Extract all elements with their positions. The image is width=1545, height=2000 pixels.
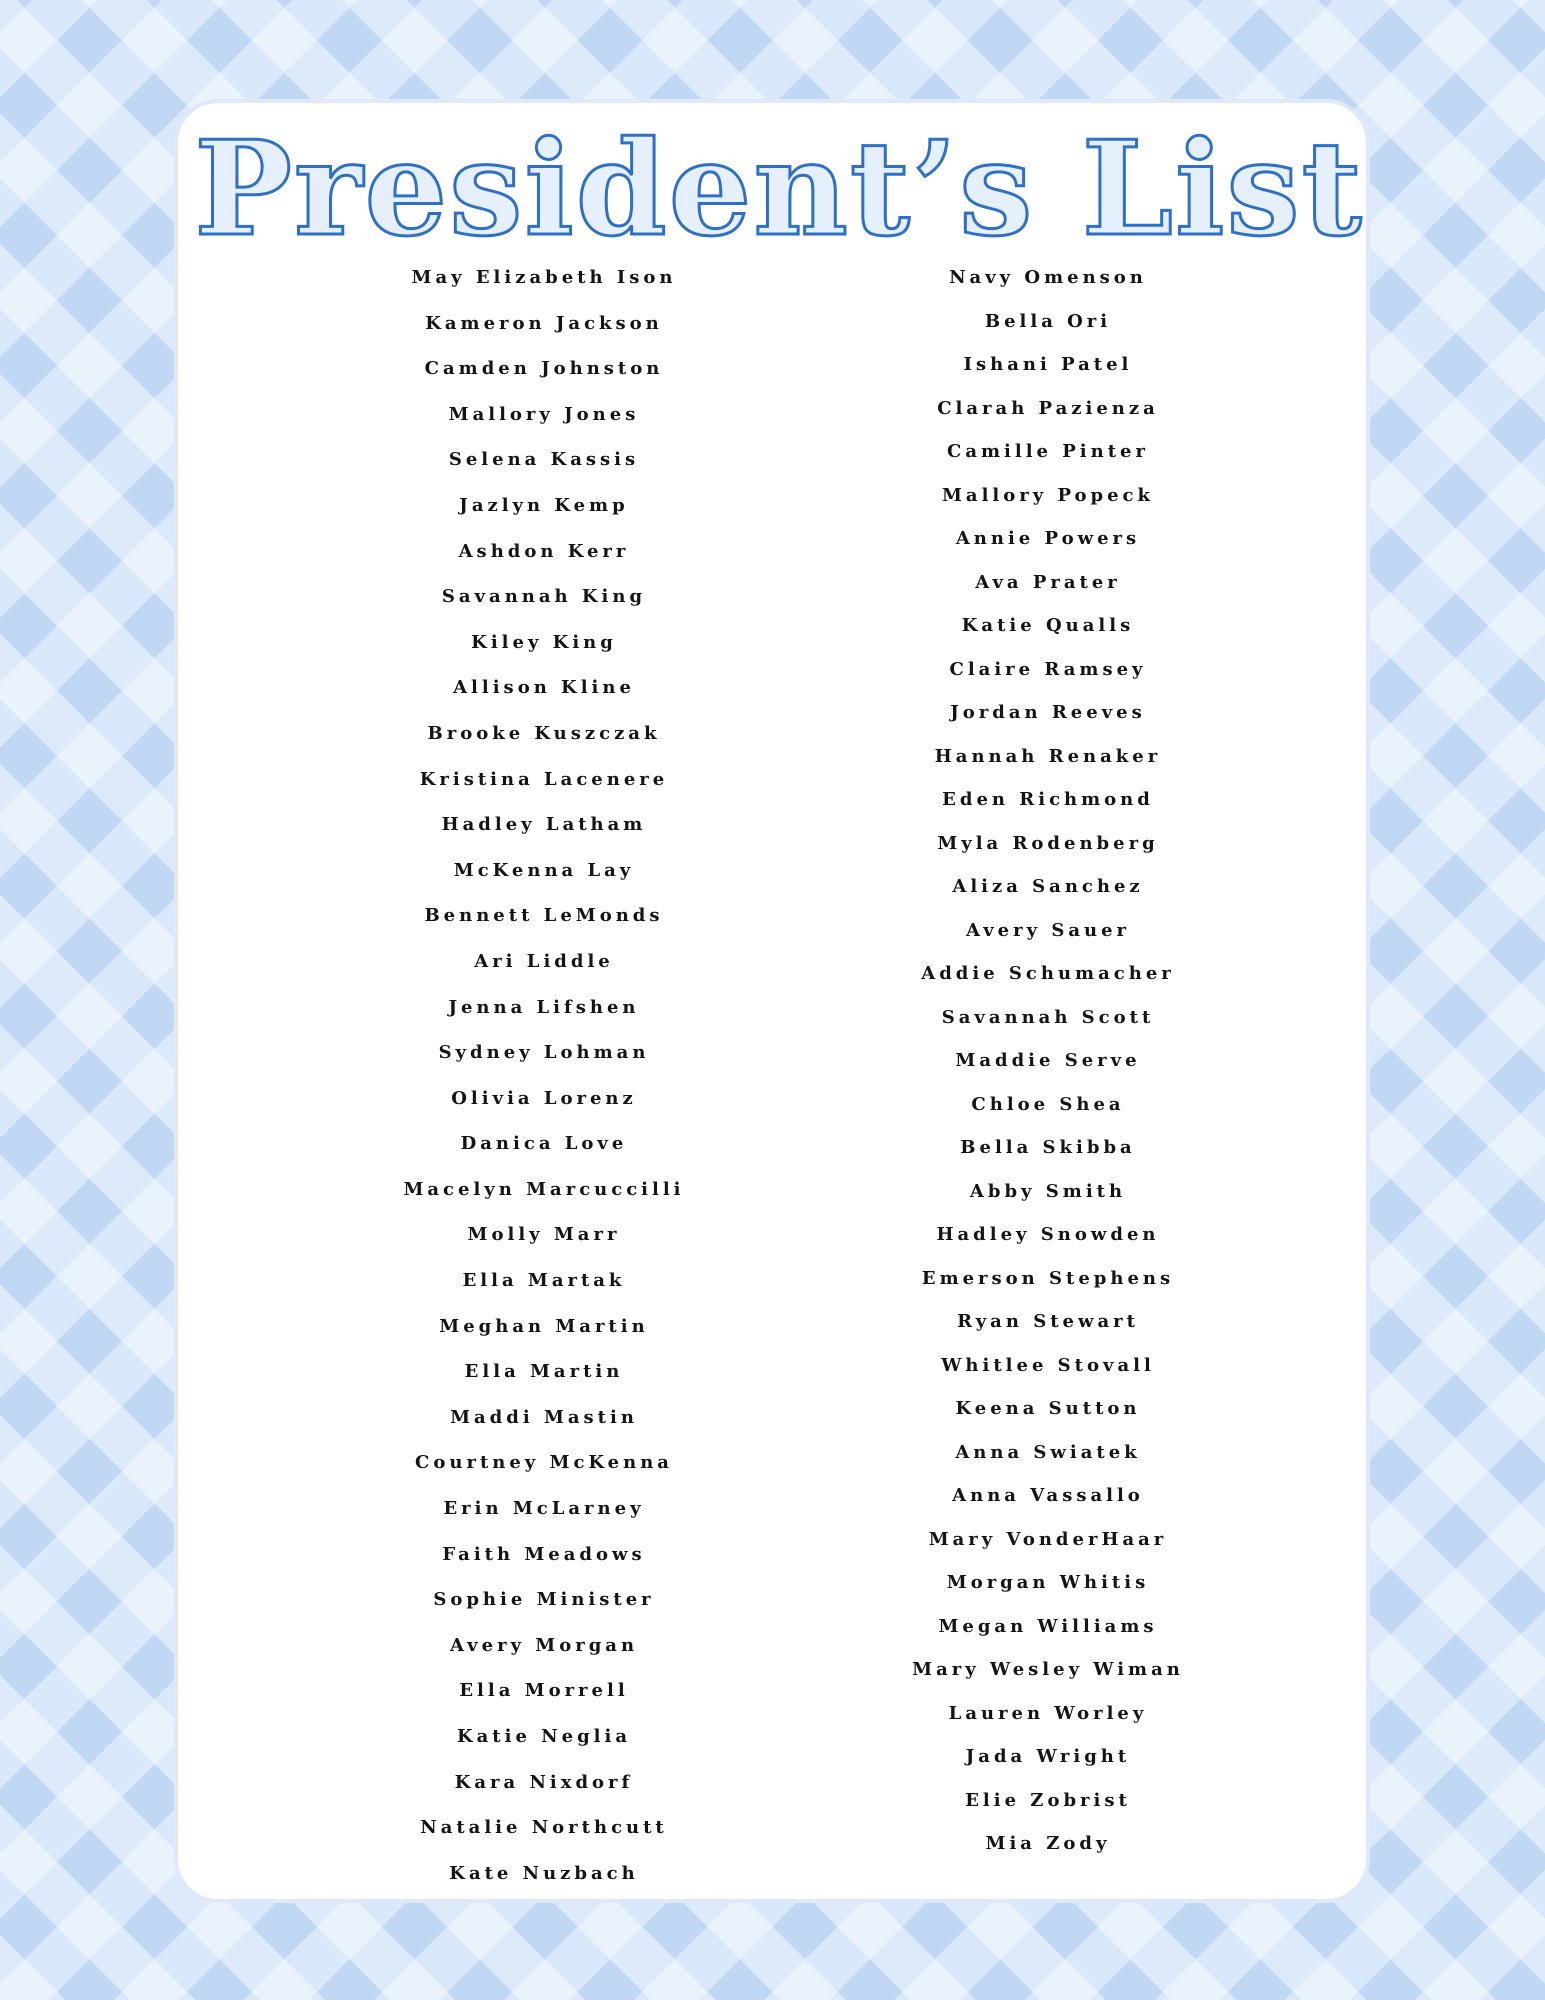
name-item: Mary VonderHaar xyxy=(928,1528,1168,1550)
name-item: Anna Swiatek xyxy=(955,1441,1141,1463)
name-item: Jada Wright xyxy=(965,1746,1131,1767)
name-item: Bella Skibba xyxy=(960,1137,1136,1158)
name-item: Addie Schumacher xyxy=(921,963,1175,984)
name-item: Olivia Lorenz xyxy=(451,1087,637,1109)
name-item: Maddi Mastin xyxy=(450,1406,638,1428)
name-item: Megan Williams xyxy=(938,1615,1158,1637)
name-item: Kara Nixdorf xyxy=(454,1771,634,1793)
name-item: Courtney McKenna xyxy=(415,1452,673,1474)
name-item: Whitlee Stovall xyxy=(941,1354,1155,1376)
name-item: Ryan Stewart xyxy=(957,1311,1139,1332)
page-title: President’s List xyxy=(194,112,1364,265)
name-item: Hadley Snowden xyxy=(936,1224,1160,1245)
name-item: Meghan Martin xyxy=(439,1315,649,1337)
name-item: Bennett LeMonds xyxy=(424,905,664,927)
name-item: Selena Kassis xyxy=(448,449,640,471)
name-item: Maddie Serve xyxy=(955,1050,1141,1071)
name-item: Eden Richmond xyxy=(942,789,1154,810)
name-item: May Elizabeth Ison xyxy=(411,267,677,288)
name-item: Avery Morgan xyxy=(449,1634,639,1656)
name-item: Kristina Lacenere xyxy=(419,768,669,790)
name-item: Morgan Whitis xyxy=(946,1572,1150,1593)
name-item: Camden Johnston xyxy=(424,358,664,380)
name-item: Jazlyn Kemp xyxy=(459,494,629,516)
name-item: Chloe Shea xyxy=(971,1093,1125,1115)
name-item: Danica Love xyxy=(460,1133,628,1155)
name-item: Sophie Minister xyxy=(433,1589,655,1611)
name-item: Brooke Kuszczak xyxy=(427,722,661,744)
name-item: Elie Zobrist xyxy=(965,1789,1131,1811)
name-item: Kiley King xyxy=(471,631,617,653)
name-item: Mary Wesley Wiman xyxy=(912,1659,1184,1680)
name-item: Natalie Northcutt xyxy=(420,1817,668,1839)
name-item: Keena Sutton xyxy=(955,1398,1141,1419)
name-item: Ella Martin xyxy=(464,1361,624,1383)
name-item: Clarah Pazienza xyxy=(937,397,1159,419)
name-item: Sydney Lohman xyxy=(438,1042,650,1064)
name-item: Annie Powers xyxy=(955,528,1141,549)
name-item: Jenna Lifshen xyxy=(448,996,640,1018)
name-item: Ari Liddle xyxy=(474,950,614,972)
name-item: Anna Vassallo xyxy=(952,1485,1144,1506)
names-column-right xyxy=(768,256,1328,1866)
name-item: Molly Marr xyxy=(467,1224,621,1246)
name-item: Savannah Scott xyxy=(941,1006,1155,1028)
name-item: Claire Ramsey xyxy=(949,658,1147,680)
name-item: Camille Pinter xyxy=(947,441,1149,462)
name-item: Katie Neglia xyxy=(456,1726,631,1747)
name-item: Katie Qualls xyxy=(961,615,1135,636)
name-item: Erin McLarney xyxy=(443,1498,645,1520)
name-item: Avery Sauer xyxy=(965,919,1131,941)
name-item: Hadley Latham xyxy=(441,814,647,836)
name-item: Ella Martak xyxy=(462,1270,626,1292)
name-item: Abby Smith xyxy=(969,1180,1127,1202)
name-item: Ashdon Kerr xyxy=(458,540,630,562)
name-item: Kameron Jackson xyxy=(425,312,663,334)
name-item: Ishani Patel xyxy=(963,354,1133,375)
name-item: Lauren Worley xyxy=(948,1702,1148,1724)
names-column-left xyxy=(264,255,824,1896)
name-item: Faith Meadows xyxy=(442,1543,646,1565)
name-item: Emerson Stephens xyxy=(921,1267,1175,1289)
name-item: McKenna Lay xyxy=(453,859,635,881)
name-item: Mallory Popeck xyxy=(941,484,1154,506)
name-item: Mia Zody xyxy=(985,1833,1111,1854)
name-item: Ava Prater xyxy=(975,571,1121,593)
name-item: Ella Morrell xyxy=(459,1680,629,1702)
name-item: Macelyn Marcuccilli xyxy=(403,1178,685,1200)
name-item: Jordan Reeves xyxy=(950,702,1146,723)
name-item: Aliza Sanchez xyxy=(952,876,1144,897)
name-item: Mallory Jones xyxy=(448,403,640,425)
name-item: Navy Omenson xyxy=(949,267,1147,288)
name-item: Bella Ori xyxy=(984,310,1112,332)
name-item: Kate Nuzbach xyxy=(449,1862,639,1884)
name-item: Myla Rodenberg xyxy=(937,832,1159,854)
name-item: Savannah King xyxy=(441,586,647,608)
name-item: Allison Kline xyxy=(453,677,635,699)
name-item: Hannah Renaker xyxy=(934,745,1162,767)
